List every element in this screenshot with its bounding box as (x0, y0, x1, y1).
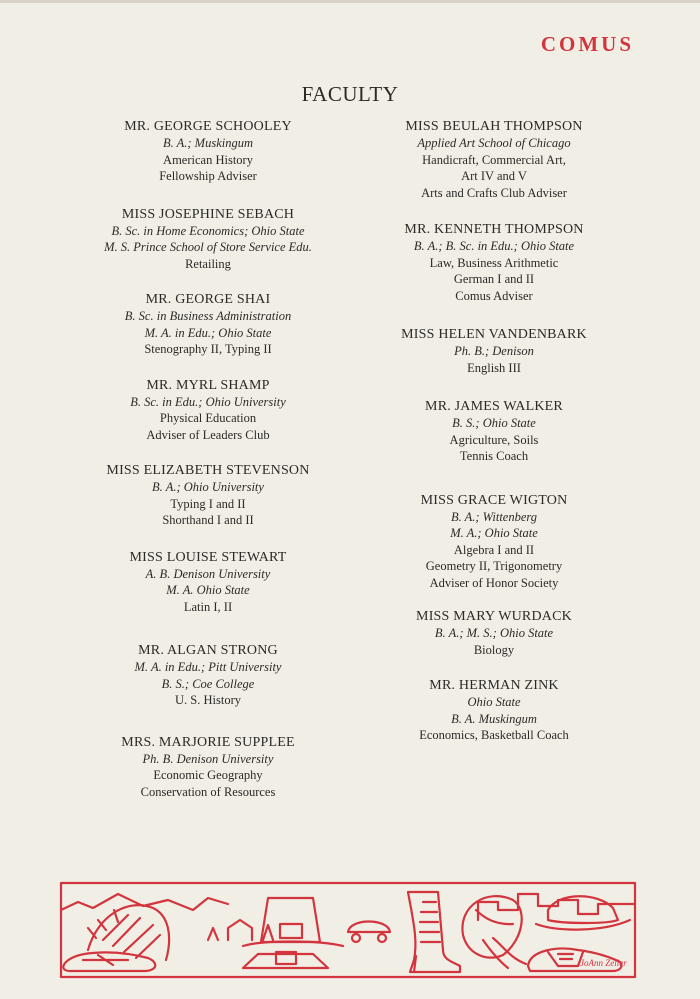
faculty-name: MR. HERMAN ZINK (429, 678, 559, 693)
faculty-name: MISS LOUISE STEWART (129, 549, 287, 565)
faculty-degree: M. A. Ohio State (166, 583, 250, 597)
faculty-entry (344, 326, 644, 376)
faculty-subject: Typing I and II (170, 496, 246, 511)
running-head: COMUS (540, 32, 634, 56)
faculty-degree: Ohio State (467, 695, 521, 709)
faculty-entry (58, 291, 358, 358)
faculty-entry (344, 608, 644, 658)
faculty-entry (344, 492, 644, 592)
faculty-name: MISS GRACE WIGTON (420, 492, 568, 508)
faculty-subject: Comus Adviser (455, 288, 533, 303)
faculty-subject: Economic Geography (153, 768, 263, 782)
faculty-entry (58, 118, 358, 185)
faculty-degree: Ph. B. Denison University (142, 751, 274, 766)
faculty-name: MISS JOSEPHINE SEBACH (121, 206, 295, 222)
faculty-name: MISS BEULAH THOMPSON (405, 119, 583, 134)
faculty-subject: Adviser of Honor Society (429, 575, 559, 590)
faculty-degree: B. A. Muskingum (451, 711, 537, 726)
faculty-entry (58, 734, 358, 801)
faculty-name: MR. GEORGE SCHOOLEY (124, 119, 292, 134)
covered-wagon-icon (348, 922, 390, 943)
bonnet-icon (462, 896, 526, 968)
laced-boot-icon (408, 892, 460, 972)
faculty-degree: M. S. Prince School of Store Service Edu. (104, 240, 312, 254)
faculty-column-right (344, 118, 644, 744)
faculty-subject: Latin I, II (183, 599, 233, 614)
faculty-degree: B. A.; B. Sc. in Edu.; Ohio State (413, 239, 575, 253)
faculty-subject: Law, Business Arithmetic (429, 255, 559, 270)
faculty-entry (344, 398, 644, 465)
faculty-subject: Geometry II, Trigonometry (425, 559, 563, 573)
moccasin-icon (63, 952, 155, 971)
faculty-name: MR. JAMES WALKER (425, 399, 563, 414)
faculty-degree: B. A.; Wittenberg (450, 509, 538, 524)
buckle-shoe-icon (243, 952, 328, 968)
faculty-subject: Handicraft, Commercial Art, (422, 152, 566, 167)
faculty-subject: Tennis Coach (459, 449, 529, 463)
faculty-name: MRS. MARJORIE SUPPLEE (121, 734, 295, 750)
page-title: FACULTY (301, 82, 399, 106)
faculty-entry (344, 221, 644, 304)
faculty-entry (58, 462, 358, 529)
faculty-entry (58, 377, 358, 444)
faculty-subject: German I and II (453, 272, 535, 286)
faculty-degree: B. A.; Ohio University (152, 480, 264, 494)
faculty-degree: B. Sc. in Home Economics; Ohio State (111, 223, 305, 238)
faculty-name: MR. ALGAN STRONG (138, 643, 278, 658)
faculty-subject: Algebra I and II (453, 542, 535, 557)
faculty-name: MR. KENNETH THOMPSON (404, 222, 584, 237)
faculty-subject: Agriculture, Soils (449, 432, 539, 447)
faculty-name: MR. MYRL SHAMP (146, 377, 270, 393)
faculty-name: MISS HELEN VANDENBARK (401, 327, 587, 342)
faculty-subject: Biology (473, 642, 515, 657)
faculty-entry (58, 206, 358, 273)
mountain-outline-icon (61, 894, 228, 910)
faculty-subject: American History (163, 152, 253, 167)
faculty-name: MR. GEORGE SHAI (145, 292, 271, 307)
decorative-illustration-banner (58, 880, 638, 980)
faculty-name: MISS ELIZABETH STEVENSON (106, 463, 310, 478)
faculty-subject: Adviser of Leaders Club (146, 427, 270, 442)
faculty-subject: Retailing (185, 256, 231, 271)
faculty-degree: M. A.; Ohio State (450, 526, 538, 540)
faculty-degree: M. A. in Edu.; Ohio State (144, 325, 272, 340)
pilgrim-hat-icon (243, 898, 343, 946)
faculty-subject: Physical Education (159, 411, 257, 425)
faculty-subject: Art IV and V (461, 169, 527, 183)
artist-signature: JoAnn Zeller (580, 958, 627, 968)
faculty-degree: B. A.; M. S.; Ohio State (434, 626, 554, 640)
faculty-entry (344, 118, 644, 201)
faculty-degree: B. Sc. in Business Administration (124, 309, 292, 323)
faculty-degree: B. A.; Muskingum (162, 136, 254, 150)
faculty-degree: A. B. Denison University (145, 566, 271, 581)
faculty-degree: Applied Art School of Chicago (417, 136, 571, 150)
faculty-subject: Fellowship Adviser (159, 169, 257, 183)
faculty-degree: B. S.; Ohio State (452, 416, 536, 430)
faculty-degree: B. Sc. in Edu.; Ohio University (130, 394, 286, 409)
faculty-subject: Conservation of Resources (140, 784, 276, 799)
faculty-entry (58, 642, 358, 709)
faculty-entry (58, 549, 358, 616)
faculty-degree: B. S.; Coe College (161, 676, 255, 691)
faculty-subject: U. S. History (175, 693, 241, 707)
faculty-column-left (58, 118, 358, 800)
faculty-degree: Ph. B.; Denison (454, 344, 534, 358)
faculty-subject: Arts and Crafts Club Adviser (421, 185, 567, 200)
faculty-subject: English III (467, 360, 521, 375)
page-edge (0, 0, 700, 3)
faculty-subject: Economics, Basketball Coach (419, 728, 569, 742)
faculty-subject: Shorthand I and II (162, 513, 254, 527)
faculty-name: MISS MARY WURDACK (416, 609, 572, 624)
faculty-subject: Stenography II, Typing II (144, 342, 272, 356)
faculty-entry (344, 677, 644, 744)
faculty-degree: M. A. in Edu.; Pitt University (134, 660, 282, 674)
